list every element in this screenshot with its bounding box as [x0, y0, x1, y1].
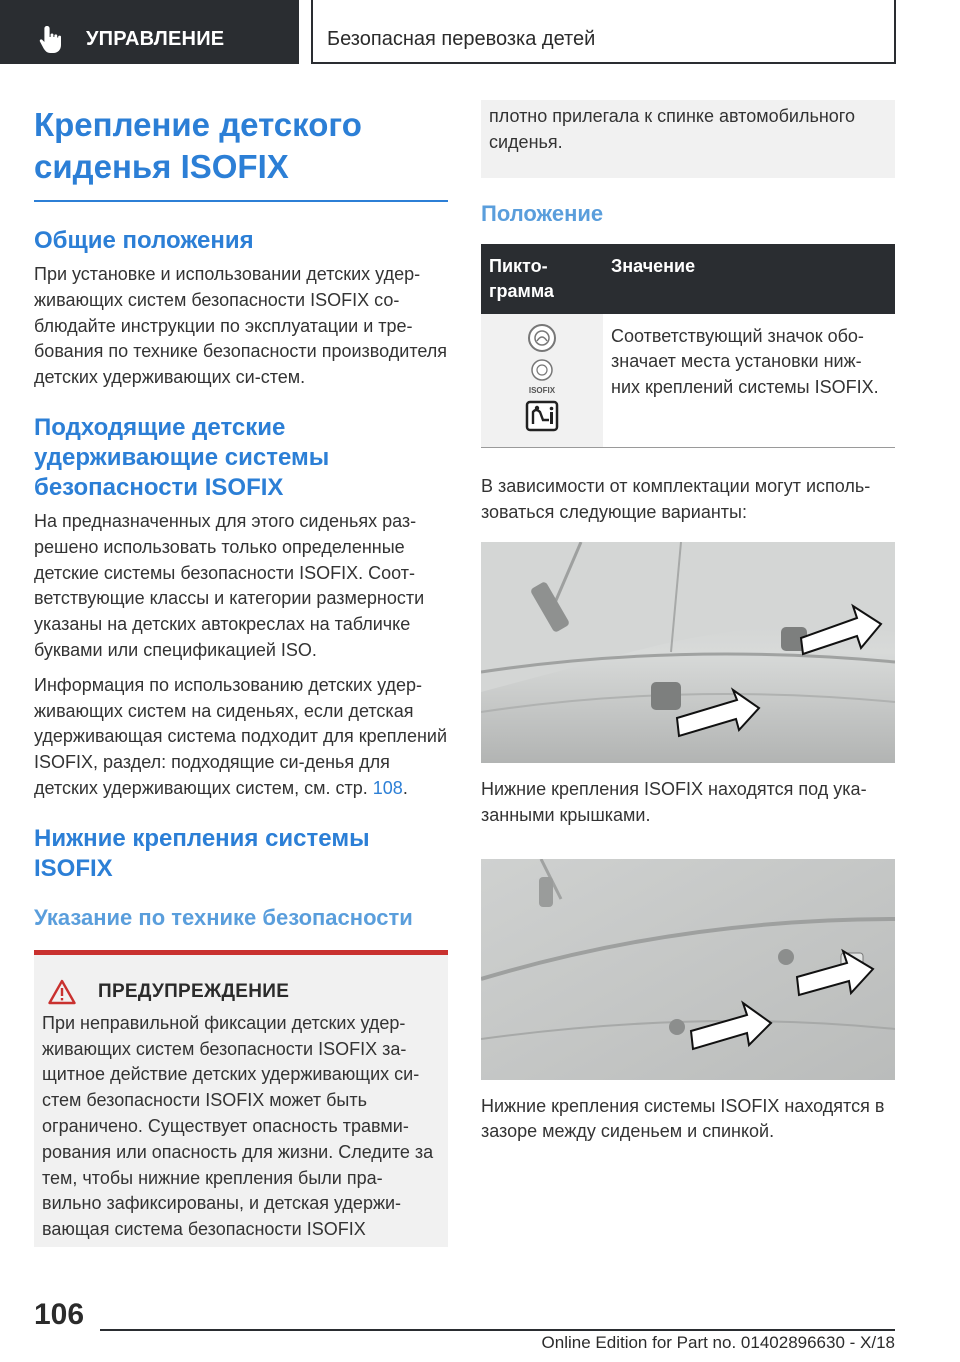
column-header-meaning: Значение: [603, 244, 895, 314]
suitable-text-2-end: .: [402, 777, 408, 798]
left-column: [34, 104, 448, 1247]
right-column: [481, 100, 895, 1145]
lower-anchors-heading-line-2: ISOFIX: [34, 854, 113, 882]
isofix-pictogram-label: ISOFIX: [528, 385, 556, 395]
page-title-line-2: сиденья ISOFIX: [34, 148, 289, 185]
chapter-title: Безопасная перевозка детей: [327, 28, 596, 50]
safety-subheading: Указание по технике безопасности: [34, 904, 413, 930]
suitable-text-2-body: Информация по использованию детских удер-живающих систем на сиденьях, если детская удерживающая система подходит для креплений ISOFIX, раздел: подходящие си-денья для детских удерживающих систем, см. стр.: [34, 674, 447, 798]
lower-anchors-heading-line-1: Нижние крепления системы: [34, 824, 370, 852]
caption-1: Нижние крепления ISOFIX находятся под ука-занными крышками.: [481, 778, 867, 825]
isofix-pictogram-icon: [481, 314, 603, 440]
suitable-heading-line-2: удерживающие системы: [34, 443, 330, 471]
section-title: УПРАВЛЕНИЕ: [86, 28, 225, 50]
warning-box: [34, 955, 448, 1247]
lower-anchors-heading: [34, 824, 448, 884]
isofix-covers-photo: [481, 542, 895, 763]
warning-continuation-text: плотно прилегала к спинке автомобильного сиденья.: [489, 106, 855, 152]
warning-continuation-box: [481, 100, 895, 178]
caption-2: Нижние крепления системы ISOFIX находятся в зазоре между сиденьем и спинкой.: [481, 1095, 885, 1142]
suitable-heading-line-1: Подходящие детские: [34, 413, 286, 441]
warning-triangle-icon: [48, 979, 76, 1005]
title-divider: [34, 200, 448, 202]
isofix-gap-photo: [481, 859, 895, 1080]
page-number: 106: [34, 1298, 85, 1331]
page-title: [34, 104, 448, 188]
header-section-tab: [0, 0, 299, 64]
position-table-header: [481, 244, 895, 314]
position-heading: Положение: [481, 200, 604, 226]
variants-text: В зависимости от комплектации могут исполь-зоваться следующие варианты:: [481, 476, 871, 523]
table-row: [481, 314, 895, 448]
footer-divider: [100, 1329, 895, 1331]
meaning-cell: Соответствующий значок обо-значает места установки ниж-них креплений системы ISOFIX.: [611, 325, 879, 398]
position-table: [481, 244, 895, 449]
warning-title: ПРЕДУПРЕЖДЕНИЕ: [98, 980, 290, 1002]
suitable-text-2: [34, 673, 448, 802]
header-chapter-tab: [311, 0, 896, 64]
general-text: При установке и использовании детских удер-живающих систем безопасности ISOFIX со-блюдайте инструкции по эксплуатации и тре-бования по технике безопасности производителя детских удерживающих си-стем.: [34, 264, 448, 388]
column-header-pictogram: Пикто-грамма: [481, 244, 603, 314]
suitable-heading-line-3: безопасности ISOFIX: [34, 473, 284, 501]
pictogram-cell: [481, 314, 603, 448]
warning-text: При неправильной фиксации детских удер-живающих систем безопасности ISOFIX за-щитное действие детских удерживающих си-стем безопасности ISOFIX может быть ограничено. Существует опасность травми-рования или опасность для жизни. Следите за тем, чтобы нижние крепления были пра-вильно зафиксированы, и детская удержи-вающая система безопасности ISOFIX: [42, 1012, 434, 1240]
page-reference-link[interactable]: 108: [372, 777, 403, 798]
suitable-heading: [34, 413, 448, 503]
edition-note: Online Edition for Part no. 01402896630 - X/18: [541, 1333, 895, 1352]
warning-header: [42, 979, 438, 1005]
general-heading: Общие положения: [34, 227, 254, 254]
hand-pointer-icon: [38, 24, 66, 54]
page-title-line-1: Крепление детского: [34, 106, 362, 143]
suitable-text-1: На предназначенных для этого сиденьях раз-решено использовать только определенные детские системы безопасности ISOFIX. Соот-ветствующие классы и категории размерности указаны на детских автокреслах на табличке буквами или спецификацией ISO.: [34, 510, 425, 660]
